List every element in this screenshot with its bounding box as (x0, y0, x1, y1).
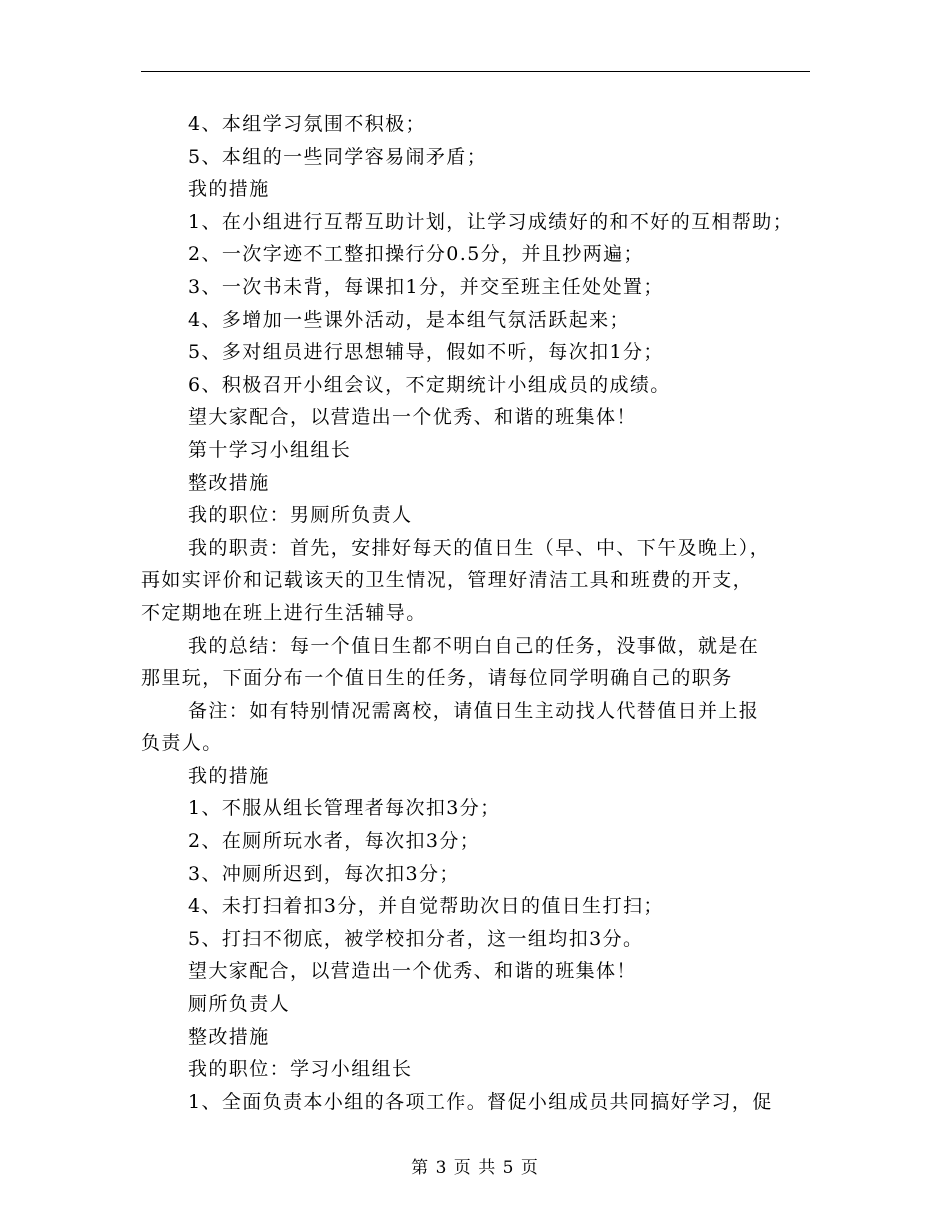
text-line: 1、在小组进行互帮互助计划，让学习成绩好的和不好的互相帮助； (188, 210, 794, 233)
document-body (141, 108, 821, 1118)
text-line: 2、一次字迹不工整扣操行分0.5分，并且抄两遍； (188, 243, 644, 266)
text-line: 备注：如有特别情况需离校，请值日生主动找人代替值日并上报 (188, 699, 760, 722)
text-line: 我的总结：每一个值日生都不明白自己的任务，没事做，就是在 (188, 634, 760, 657)
text-line: 2、在厕所玩水者，每次扣3分； (188, 830, 481, 853)
page-footer (0, 1153, 950, 1178)
header-rule (141, 71, 810, 72)
text-line: 5、打扫不彻底，被学校扣分者，这一组均扣3分。 (188, 927, 644, 950)
text-line: 我的职责：首先，安排好每天的值日生（早、中、下午及晚上）， (188, 536, 771, 559)
text-line: 我的措施 (188, 178, 270, 201)
text-line: 再如实评价和记载该天的卫生情况，管理好清洁工具和班费的开支， (141, 569, 754, 592)
text-line: 4、本组学习氛围不积极； (188, 113, 426, 135)
text-line: 整改措施 (188, 471, 270, 494)
text-line: 那里玩，下面分布一个值日生的任务，请每位同学明确自己的职务 (141, 667, 733, 690)
text-line: 4、多增加一些课外活动，是本组气氛活跃起来； (188, 308, 630, 331)
text-line: 第十学习小组组长 (188, 438, 352, 461)
text-line: 不定期地在班上进行生活辅导。 (141, 601, 427, 624)
text-line: 5、本组的一些同学容易闹矛盾； (188, 145, 488, 168)
text-line: 整改措施 (188, 1025, 270, 1048)
text-line: 5、多对组员进行思想辅导，假如不听，每次扣1分； (188, 341, 664, 364)
text-line: 我的措施 (188, 764, 270, 787)
text-line: 3、一次书未背，每课扣1分，并交至班主任处处置； (188, 275, 664, 298)
text-line: 1、不服从组长管理者每次扣3分； (188, 797, 501, 820)
page-number-label: 第 3 页 共 5 页 (411, 1158, 539, 1178)
text-line: 我的职位：学习小组组长 (188, 1058, 413, 1081)
text-line: 我的职位：男厕所负责人 (188, 504, 413, 527)
text-line: 望大家配合，以营造出一个优秀、和谐的班集体！ (188, 960, 637, 983)
text-line: 厕所负责人 (188, 993, 291, 1016)
text-line: 3、冲厕所迟到，每次扣3分； (188, 862, 460, 885)
text-line: 1、全面负责本小组的各项工作。督促小组成员共同搞好学习，促 (188, 1090, 773, 1113)
text-line: 负责人。 (141, 732, 223, 755)
text-line: 6、积极召开小组会议，不定期统计小组成员的成绩。 (188, 373, 671, 396)
text-line: 4、未打扫着扣3分，并自觉帮助次日的值日生打扫； (188, 895, 664, 918)
text-line: 望大家配合，以营造出一个优秀、和谐的班集体！ (188, 406, 637, 429)
